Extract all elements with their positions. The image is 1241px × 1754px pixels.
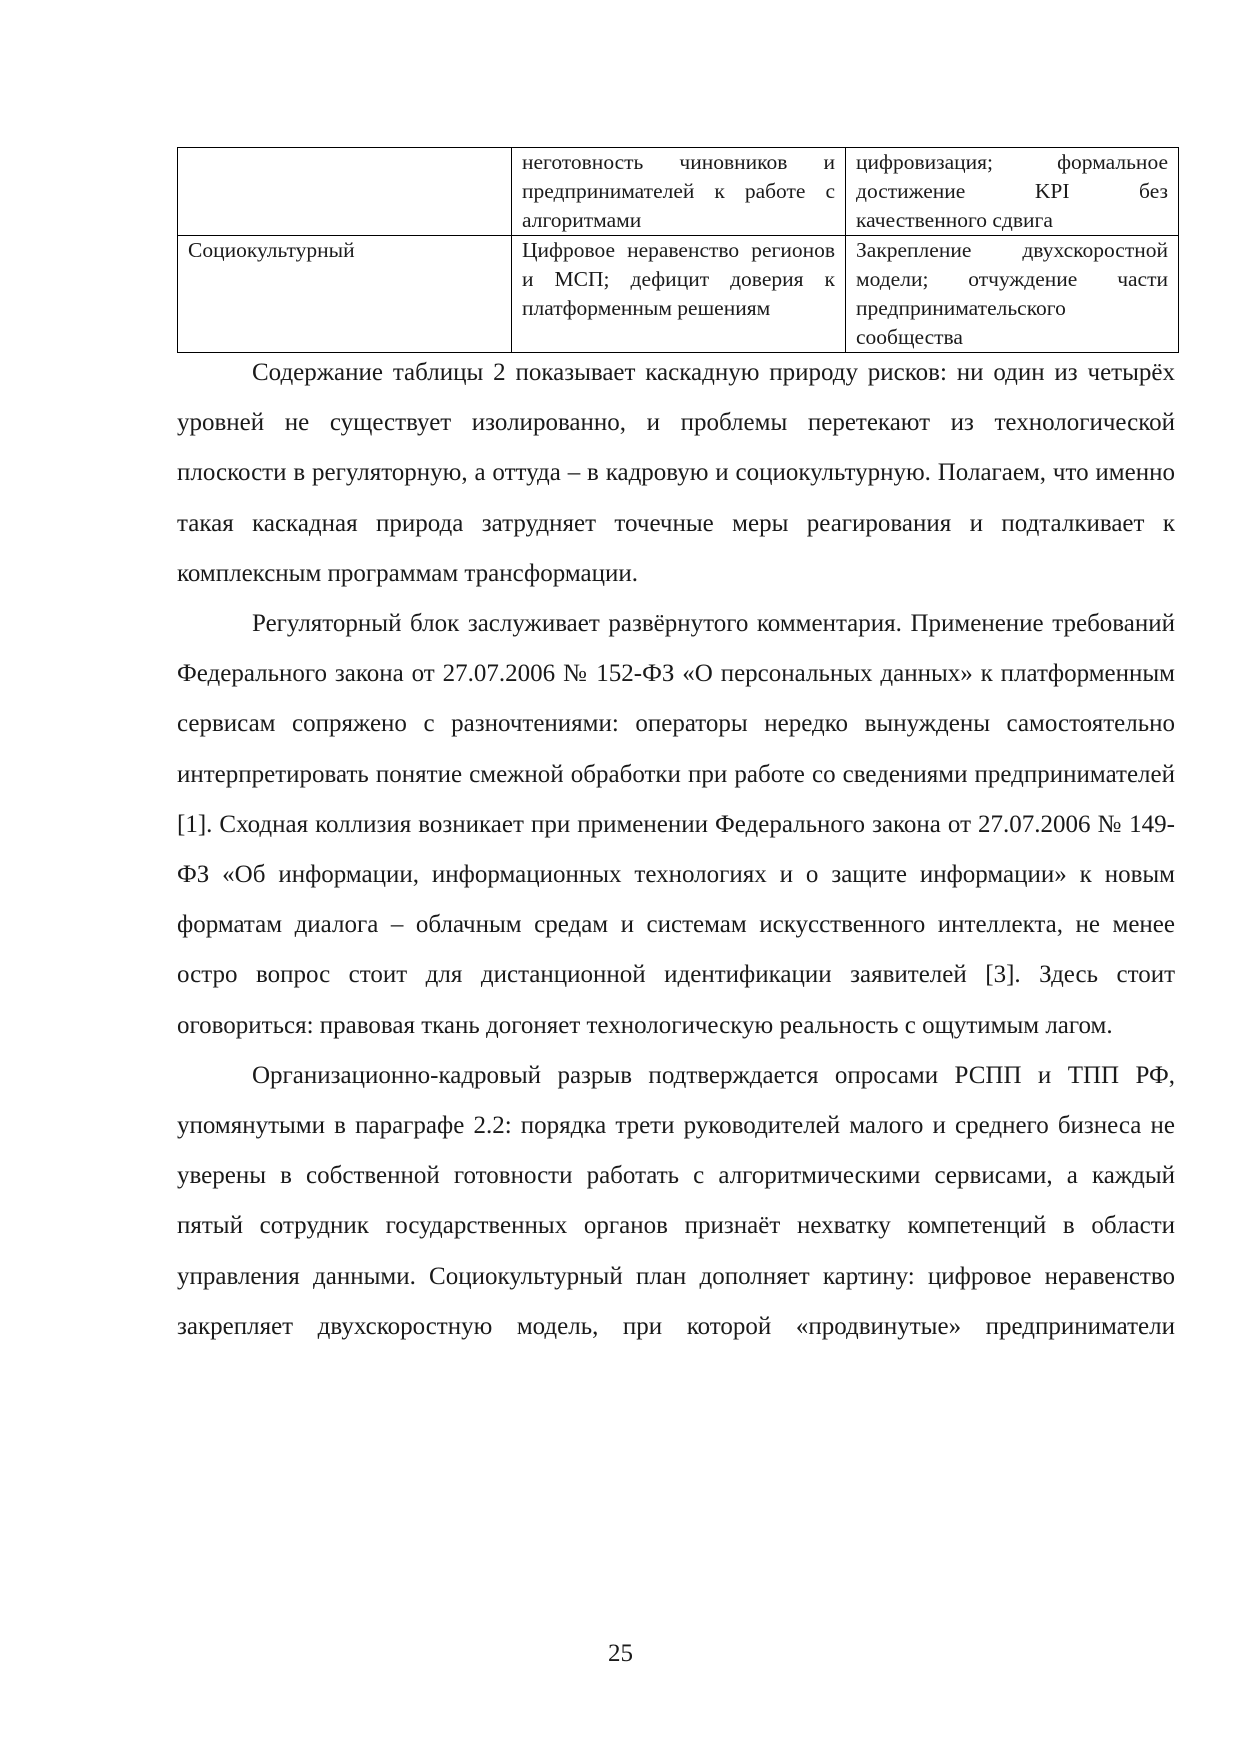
- table-cell-risk: Цифровое неравенство регионов и МСП; дефицит доверия к платформенным решениям: [512, 236, 846, 353]
- table-cell-risk: неготовность чиновников и предпринимателей к работе с алгоритмами: [512, 148, 846, 236]
- table-row: [178, 148, 1179, 236]
- paragraph: Регуляторный блок заслуживает развёрнутого комментария. Применение требований Федерального закона от 27.07.2006 № 152-ФЗ «О персональных данных» к платформенным сервисам сопряжено с разночтениями: операторы нередко вынуждены самостоятельно интерпретировать понятие смежной обработки при работе со сведениями предпринимателей [1]. Сходная коллизия возникает при применении Федерального закона от 27.07.2006 № 149-ФЗ «Об информации, информационных технологиях и о защите информации» к новым форматам диалога – облачным средам и системам искусственного интеллекта, не менее остро вопрос стоит для дистанционной идентификации заявителей [3]. Здесь стоит оговориться: правовая ткань догоняет технологическую реальность с ощутимым лагом.: [177, 610, 1175, 1039]
- table-cell-level: [178, 148, 512, 236]
- risk-table: [177, 147, 1179, 353]
- page-number: 25: [608, 1640, 633, 1667]
- table-row: [178, 236, 1179, 353]
- paragraph: Организационно-кадровый разрыв подтверждается опросами РСПП и ТПП РФ, упомянутыми в параграфе 2.2: порядка трети руководителей малого и среднего бизнеса не уверены в собственной готовности работать с алгоритмическими сервисами, а каждый пятый сотрудник государственных органов признаёт нехватку компетенций в области управления данными. Социокультурный план дополняет картину: цифровое неравенство закрепляет двухскоростную модель, при которой «продвинутые» предприниматели: [177, 1061, 1175, 1340]
- body-text: [177, 348, 1175, 1352]
- paragraph: Содержание таблицы 2 показывает каскадную природу рисков: ни один из четырёх уровней не существует изолированно, и проблемы перетекают из технологической плоскости в регуляторную, а оттуда – в кадровую и социокультурную. Полагаем, что именно такая каскадная природа затрудняет точечные меры реагирования и подталкивает к комплексным программам трансформации.: [177, 359, 1175, 587]
- table-cell-level: Социокультурный: [178, 236, 512, 353]
- table-cell-consequence: цифровизация; формальное достижение KPI без качественного сдвига: [846, 148, 1179, 236]
- table-cell-consequence: Закрепление двухскоростной модели; отчуждение части предпринимательского сообщества: [846, 236, 1179, 353]
